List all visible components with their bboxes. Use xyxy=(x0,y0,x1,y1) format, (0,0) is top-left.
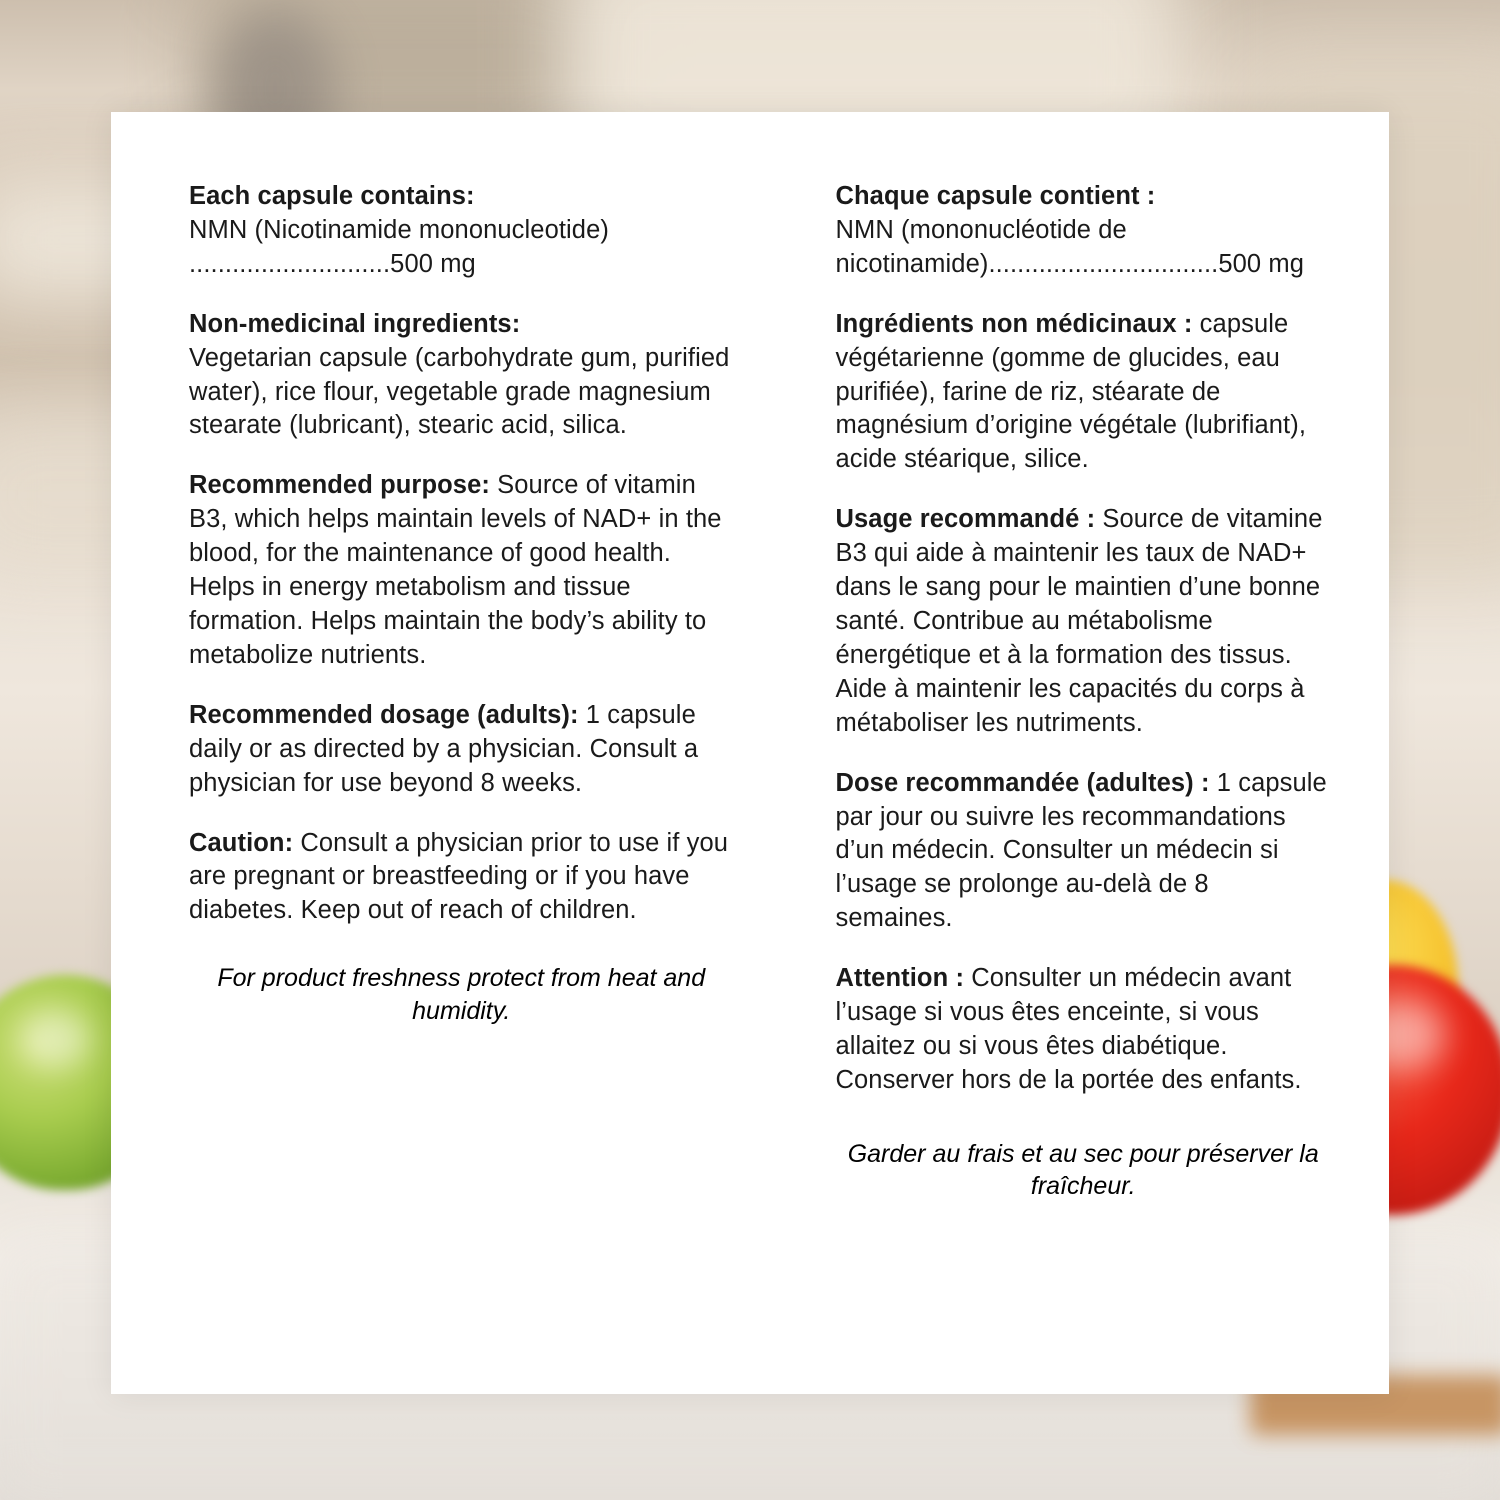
french-column xyxy=(761,180,1331,1354)
recommended-purpose-block-en xyxy=(189,469,733,672)
caution-block-fr xyxy=(835,962,1331,1098)
non-medicinal-heading-en: Non-medicinal ingredients: xyxy=(189,309,521,338)
recommended-dosage-block-fr xyxy=(835,767,1331,937)
recommended-purpose-body-fr: Source de vitamine B3 qui aide à maintenir les taux de NAD+ dans le sang pour le maintien d’une bonne santé. Contribue au métabolisme énergétique et à la formation des tissus. Aide à maintenir les capacités du corps à métaboliser les nutriments. xyxy=(835,505,1323,737)
each-capsule-block-fr xyxy=(835,180,1331,282)
recommended-purpose-heading-en: Recommended purpose: xyxy=(189,471,490,500)
green-apple-highlight xyxy=(20,1010,90,1068)
each-capsule-body-fr: NMN (mononucléotide de nicotinamide)................................500 mg xyxy=(835,215,1305,278)
english-column xyxy=(189,180,761,1354)
recommended-purpose-block-fr xyxy=(835,503,1331,740)
recommended-dosage-body-fr: 1 capsule par jour ou suivre les recommandations d’un médecin. Consulter un médecin si l’usage se prolonge au-delà de 8 semaines. xyxy=(835,768,1327,933)
caution-heading-fr: Attention : xyxy=(835,964,965,993)
non-medicinal-block-fr xyxy=(835,308,1331,478)
non-medicinal-body-en: Vegetarian capsule (carbohydrate gum, purified water), rice flour, vegetable grade magnesium stearate (lubricant), stearic acid, silica. xyxy=(189,343,730,440)
each-capsule-block-en xyxy=(189,180,733,282)
freshness-note-en: For product freshness protect from heat and humidity. xyxy=(217,964,706,1025)
recommended-dosage-block-en xyxy=(189,699,733,801)
each-capsule-heading-fr: Chaque capsule contient : xyxy=(835,182,1156,210)
caution-body-fr: Consulter un médecin avant l’usage si vous êtes enceinte, si vous allaitez ou si vous êtes diabétique. Conserver hors de la portée des enfants. xyxy=(835,964,1302,1094)
non-medicinal-body-fr: capsule végétarienne (gomme de glucides, eau purifiée), farine de riz, stéarate de magnésium d’origine végétale (lubrifiant), acide stéarique, silice. xyxy=(835,309,1307,474)
recommended-purpose-body-en: Source of vitamin B3, which helps maintain levels of NAD+ in the blood, for the maintenance of good health. Helps in energy metabolism and tissue formation. Helps maintain the body’s ability to metabolize nutrients. xyxy=(189,471,722,669)
recommended-dosage-body-en: 1 capsule daily or as directed by a physician. Consult a physician for use beyond 8 weeks. xyxy=(189,700,699,797)
recommended-dosage-heading-fr: Dose recommandée (adultes) : xyxy=(835,768,1210,797)
freshness-note-fr: Garder au frais et au sec pour préserver la fraîcheur. xyxy=(847,1139,1319,1201)
caution-body-en: Consult a physician prior to use if you are pregnant or breastfeeding or if you have diabetes. Keep out of reach of children. xyxy=(189,828,729,925)
caution-block-en xyxy=(189,827,733,929)
each-capsule-body-en: NMN (Nicotinamide mononucleotide) ............................500 mg xyxy=(189,215,609,278)
non-medicinal-heading-fr: Ingrédients non médicinaux : xyxy=(835,309,1193,338)
recommended-dosage-heading-en: Recommended dosage (adults): xyxy=(189,700,579,729)
non-medicinal-block-en xyxy=(189,308,733,444)
supplement-facts-panel xyxy=(111,112,1389,1394)
caution-heading-en: Caution: xyxy=(189,828,294,857)
recommended-purpose-heading-fr: Usage recommandé : xyxy=(835,505,1096,534)
each-capsule-heading-en: Each capsule contains: xyxy=(189,182,475,210)
